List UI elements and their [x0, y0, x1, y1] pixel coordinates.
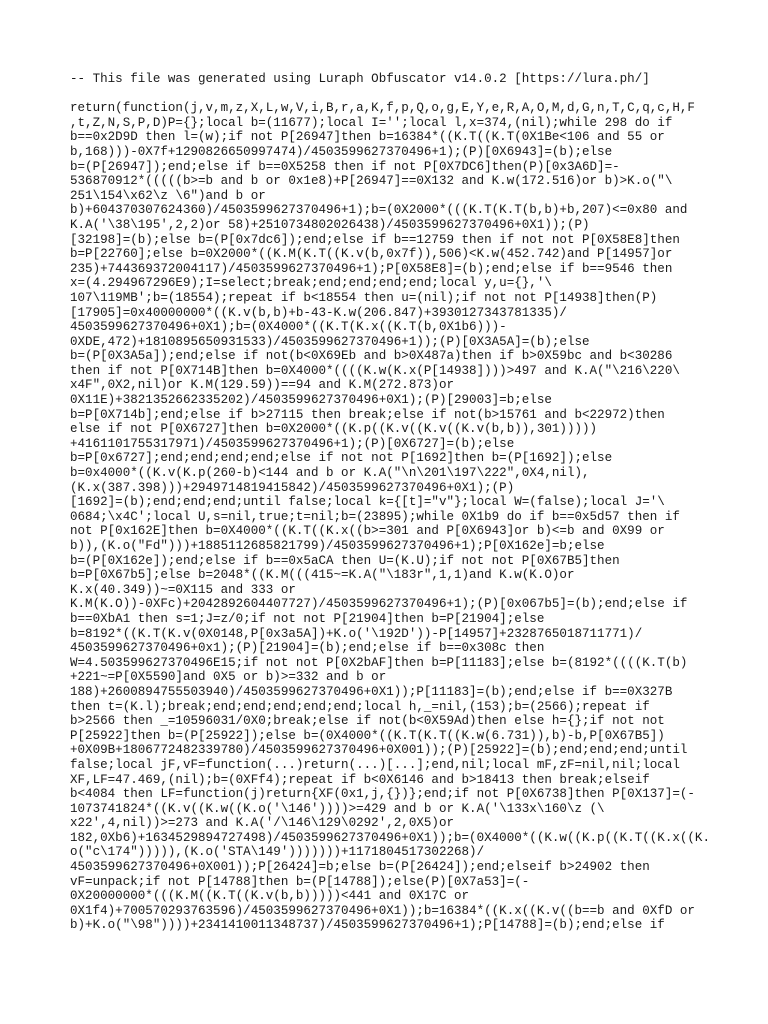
code-line: 235)+744369372004117)/4503599627370496+1);P[0X58E8]=(b);end;else if b==9546 then: [70, 261, 673, 276]
code-line: x22',4,nil))>=273 and K.A('/\146\129\0292',2,0X5)or: [70, 816, 454, 831]
code-line: ,t,Z,N,S,P,D)P={};local b=(11677);local I='';local l,x=374,(nil);while 298 do if: [70, 115, 673, 130]
code-line: 0X11E)+3821352662335202)/4503599627370496+0X1);(P)[29003]=b;else: [70, 393, 552, 408]
code-line: 0684;\x4C';local U,s=nil,true;t=nil;b=(23895);while 0X1b9 do if b==0x5d57 then if: [70, 509, 680, 524]
code-line: K.M(K.O))-0XFc)+2042892604407727)/4503599627370496+1);(P)[0x067b5]=(b);end;else if: [70, 597, 688, 612]
code-line: XF,LF=47.469,(nil);b=(0XFf4);repeat if b<0X6146 and b>18413 then break;elseif: [70, 772, 650, 787]
code-line: b>2566 then _=10596031/0X0;break;else if not(b<0X59Ad)then else h={};if not not: [70, 714, 665, 729]
code-line: b)+K.o("\98"))))+2341410011348737)/4503599627370496+1);P[14788]=(b);end;else if: [70, 918, 665, 933]
code-line: then if not P[0X714B]then b=0X4000*((((K.w(K.x(P[14938])))>497 and K.A("\216\220\: [70, 363, 680, 378]
code-line: x=(4.294967296E9);I=select;break;end;end;end;end;local y,u={},'\: [70, 276, 552, 291]
code-line: 536870912*(((((b>=b and b or 0x1e8)+P[26947]==0X132 and K.w(172.516)or b)>K.o("\: [70, 174, 673, 189]
code-line: K.A('\38\195',2,2)or 58)+2510734802026438)/4503599627370496+0X1));(P): [70, 217, 590, 232]
code-line: +4161101755317971)/4503599627370496+1);(P)[0X6727]=(b);else: [70, 436, 515, 451]
code-line: 0X1f4)+700570293763596)/4503599627370496+0X1));b=16384*((K.x((K.v((b==b and 0XfD or: [70, 903, 695, 918]
code-line: b)),(K.o("Fd")))+1885112685821799)/4503599627370496+1);P[0X162e]=b;else: [70, 539, 605, 553]
code-line: W=4.503599627370496E15;if not not P[0X2bAF]then b=P[11183];else b=(8192*((((K.T(b): [70, 655, 688, 670]
code-line: b=P[22760];else b=0X2000*((K.M(K.T((K.v(b,0x7f)),506)<K.w(452.742)and P[14957]or: [70, 247, 673, 262]
code-line: b==0XbA1 then s=1;J=z/0;if not not P[21904]then b=P[21904];else: [70, 611, 545, 626]
code-line: o("c\174"))))),(K.o('STA\149')))))))+1171804517302268)/: [70, 845, 485, 860]
code-line: +0X09B+1806772482339780)/4503599627370496+0X001));(P)[25922]=(b);end;end;end;until: [70, 743, 688, 758]
code-line: b==0x2D9D then l=(w);if not P[26947]then b=16384*((K.T((K.T(0X1Be<106 and 55 or: [70, 130, 665, 145]
code-line: b=P[0X714b];end;else if b>27115 then break;else if not(b>15761 and b<22972)then: [70, 407, 665, 422]
code-line: b=(P[0X162e]);end;else if b==0x5aCA then U=(K.U);if not not P[0X67B5]then: [70, 553, 620, 568]
code-line: b=P[0x6727];end;end;end;end;else if not not P[1692]then b=(P[1692]);else: [70, 451, 613, 466]
code-line: 0X20000000*(((K.M((K.T((K.v(b,b)))))<441 and 0X17C or: [70, 889, 470, 904]
code-line: (K.x(387.398)))+2949714819415842)/4503599627370496+0X1);(P): [70, 480, 515, 495]
code-line: not P[0x162E]then b=0X4000*((K.T((K.x((b>=301 and P[0X6943]or b)<=b and 0X99 or: [70, 524, 665, 539]
code-line: b<4084 then LF=function(j)return{XF(0x1,j,{})};end;if not P[0X6738]then P[0X137]=(-: [70, 787, 695, 802]
code-line: 0XDE,472)+1810895650931533)/4503599627370496+1));(P)[0X3A5A]=(b);else: [70, 334, 590, 349]
document-page: [70, 0, 762, 933]
code-line: b=(P[0X3A5a]);end;else if not(b<0X69Eb and b>0X487a)then if b>0X59bc and b<30286: [70, 349, 673, 364]
code-line: b=P[0X67b5];else b=2048*((K.M(((415~=K.A("\183r",1,1)and K.w(K.O)or: [70, 568, 575, 583]
code-block: [70, 101, 762, 933]
generator-comment: -- This file was generated using Luraph Obfuscator v14.0.2 [https://lura.ph/]: [70, 72, 650, 86]
code-line: 182,0Xb6)+1634529894727498)/4503599627370496+0X1));b=(0X4000*((K.w((K.p((K.T((K.x((K.: [70, 830, 710, 845]
code-line: P[25922]then b=(P[25922]);else b=(0X4000*((K.T(K.T((K.w(6.731)),b)-b,P[0X67B5]): [70, 728, 665, 743]
code-line: then t=(K.l);break;end;end;end;end;end;local h,_=nil,(153);b=(2566);repeat if: [70, 699, 650, 714]
code-line: 1073741824*((K.v((K.w((K.o('\146'))))>=429 and b or K.A('\133x\160\z (\: [70, 801, 605, 816]
code-line: +221~=P[0X5590]and 0X5 or b)>=332 and b or: [70, 670, 387, 685]
code-line: 107\119MB';b=(18554);repeat if b<18554 then u=(nil);if not not P[14938]then(P): [70, 290, 658, 305]
code-line: vF=unpack;if not P[14788]then b=(P[14788]);else(P)[0X7a53]=(-: [70, 874, 530, 889]
code-line: b,168)))-0X7f+1290826650997474)/4503599627370496+1);(P)[0X6943]=(b);else: [70, 144, 613, 159]
code-line: false;local jF,vF=function(...)return(...)[...];end,nil;local mF,zF=nil,nil;local: [70, 757, 680, 772]
code-line: K.x(40.349))~=0X115 and 333 or: [70, 582, 296, 597]
code-line: 4503599627370496+0x1);(P)[21904]=(b);end;else if b==0x308c then: [70, 641, 545, 656]
code-line: 188)+2600894755503940)/4503599627370496+0X1));P[11183]=(b);end;else if b==0X327B: [70, 684, 673, 699]
code-line: [32198]=(b);else b=(P[0x7dc6]);end;else if b==12759 then if not not P[0X58E8]then: [70, 232, 680, 247]
code-line: b=8192*((K.T(K.v(0X0148,P[0x3a5A])+K.o('\192D'))-P[14957]+2328765018711771)/: [70, 626, 643, 641]
code-line: 4503599627370496+0X001));P[26424]=b;else b=(P[26424]);end;elseif b>24902 then: [70, 860, 650, 875]
code-line: b=(P[26947]);end;else if b==0X5258 then if not P[0X7DC6]then(P)[0x3A6D]=-: [70, 159, 620, 174]
code-line: return(function(j,v,m,z,X,L,w,V,i,B,r,a,K,f,p,Q,o,g,E,Y,e,R,A,O,M,d,G,n,T,C,q,c,H,F: [70, 101, 695, 116]
code-line: else if not P[0X6727]then b=0X2000*((K.p((K.v((K.v((K.v(b,b)),301))))): [70, 422, 598, 437]
code-line: b)+604370307624360)/4503599627370496+1);b=(0X2000*(((K.T(K.T(b,b)+b,207)<=0x80 and: [70, 203, 688, 218]
code-line: 251\154\x62\z \6")and b or: [70, 188, 266, 203]
code-line: 4503599627370496+0X1);b=(0X4000*((K.T(K.x((K.T(b,0X1b6)))-: [70, 320, 507, 335]
code-line: b=0x4000*((K.v(K.p(260-b)<144 and b or K.A("\n\201\197\222",0X4,nil),: [70, 466, 590, 481]
code-line: [1692]=(b);end;end;end;until false;local k={[t]="v"};local W=(false);local J='\: [70, 495, 665, 510]
code-line: [17905]=0x40000000*((K.v(b,b)+b-43-K.w(206.847)+3930127343781335)/: [70, 305, 567, 320]
code-line: x4F",0X2,nil)or K.M(129.59))==94 and K.M(272.873)or: [70, 378, 454, 393]
